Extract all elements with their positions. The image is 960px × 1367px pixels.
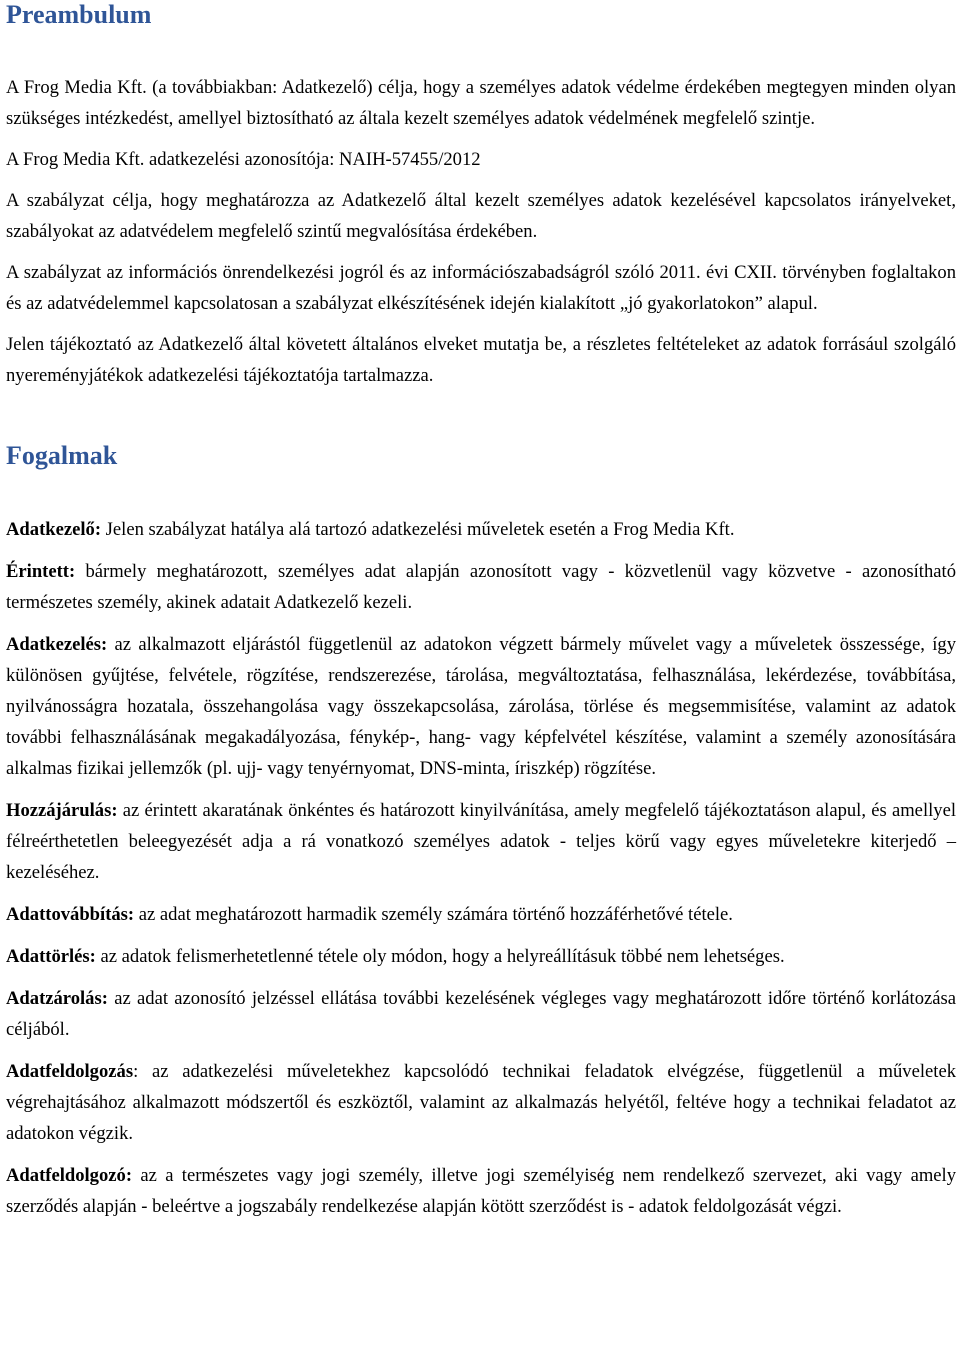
- definition-paragraph: [6, 514, 956, 545]
- definition-term: Adatfeldolgozás: [6, 1061, 134, 1082]
- definition-term: Hozzájárulás:: [6, 800, 118, 821]
- preambulum-paragraph: A szabályzat az információs önrendelkezési jogról és az információszabadságról szóló 2011. évi CXII. törvényben foglaltakon és az adatvédelemmel kapcsolatosan a szabályzat elkészítésének idején kialakított „jó gyakorlatokon” alapul.: [6, 262, 956, 314]
- definition-paragraph: [6, 899, 956, 930]
- definition-text: az a természetes vagy jogi személy, illetve jogi személyiség nem rendelkező szervezet, aki vagy amely szerződés alapján - beleértve a jogszabály rendelkezése alapján kötött szerződést is - adatok feldolgozását végzi.: [6, 1165, 956, 1217]
- definition-paragraph: [6, 1056, 956, 1149]
- definition-paragraph: [6, 629, 956, 784]
- preambulum-paragraph: A szabályzat célja, hogy meghatározza az Adatkezelő által kezelt személyes adatok kezelésével kapcsolatos irányelveket, szabályokat az adatvédelem megfelelő szintű megvalósítása érdekében.: [6, 190, 956, 242]
- definition-paragraph: [6, 795, 956, 888]
- definition-text: Jelen szabályzat hatálya alá tartozó adatkezelési műveletek esetén a Frog Media Kft.: [101, 519, 735, 540]
- definition-paragraph: [6, 556, 956, 618]
- definition-paragraph: [6, 983, 956, 1045]
- definition-term: Adatfeldolgozó:: [6, 1165, 133, 1186]
- document-page: [6, 0, 956, 1233]
- definition-text: az adat azonosító jelzéssel ellátása további kezelésének végleges vagy meghatározott időre történő korlátozása céljából.: [6, 988, 956, 1040]
- preambulum-paragraph: A Frog Media Kft. adatkezelési azonosítója: NAIH-57455/2012: [6, 149, 481, 170]
- preambulum-paragraph: A Frog Media Kft. (a továbbiakban: Adatkezelő) célja, hogy a személyes adatok védelme érdekében megtegyen minden olyan szükséges intézkedést, amellyel biztosítható az általa kezelt személyes adatok védelmének megfelelő szintje.: [6, 77, 956, 129]
- definition-text: az érintett akaratának önkéntes és határozott kinyilvánítása, amely megfelelő tájékoztatáson alapul, és amellyel félreérthetetlen beleegyezését adja a rá vonatkozó személyes adatok - teljes körű vagy egyes műveletekre kiterjedő – kezeléséhez.: [6, 800, 956, 883]
- preambulum-heading: Preambulum: [6, 0, 152, 29]
- definition-term: Adattovábbítás:: [6, 904, 135, 925]
- definition-text: bármely meghatározott, személyes adat alapján azonosított vagy - közvetlenül vagy közvetve - azonosítható természetes személy, akinek adatait Adatkezelő kezeli.: [6, 561, 956, 613]
- definition-text: az adat meghatározott harmadik személy számára történő hozzáférhetővé tétele.: [134, 904, 733, 925]
- definition-text: : az adatkezelési műveletekhez kapcsolódó technikai feladatok elvégzése, függetlenül a műveletek végrehajtásához alkalmazott módszertől és eszköztől, valamint az alkalmazás helyétől, feltéve hogy a technikai feladatot az adatokon végzik.: [6, 1061, 956, 1144]
- definition-paragraph: [6, 1160, 956, 1222]
- preambulum-paragraph: Jelen tájékoztató az Adatkezelő által követett általános elveket mutatja be, a részletes feltételeket az adatok forrásául szolgáló nyereményjátékok adatkezelési tájékoztatója tartalmazza.: [6, 334, 956, 386]
- definition-text: az adatok felismerhetetlenné tétele oly módon, hogy a helyreállításuk többé nem lehetséges.: [95, 946, 785, 967]
- definition-text: az alkalmazott eljárástól függetlenül az adatokon végzett bármely művelet vagy a műveletek összessége, így különösen gyűjtése, felvétele, rögzítése, rendszerezése, tárolása, megváltoztatása, felhasználása, lekérdezése, továbbítása, nyilvánosságra hozatala, összehangolása vagy összekapcsolása, zárolása, törlése és megsemmisítése, valamint az adatok további felhasználásának megakadályozása, fénykép-, hang- vagy képfelvétel készítése, valamint a személy azonosítására alkalmas fizikai jellemzők (pl. ujj- vagy tenyérnyomat, DNS-minta, íriszkép) rögzítése.: [6, 634, 956, 779]
- fogalmak-heading: Fogalmak: [6, 441, 118, 470]
- definition-term: Adattörlés:: [6, 946, 96, 967]
- definition-term: Adatkezelés:: [6, 634, 108, 655]
- definition-term: Érintett:: [6, 561, 76, 582]
- definition-term: Adatzárolás:: [6, 988, 108, 1009]
- definition-paragraph: [6, 941, 956, 972]
- definition-term: Adatkezelő:: [6, 519, 102, 540]
